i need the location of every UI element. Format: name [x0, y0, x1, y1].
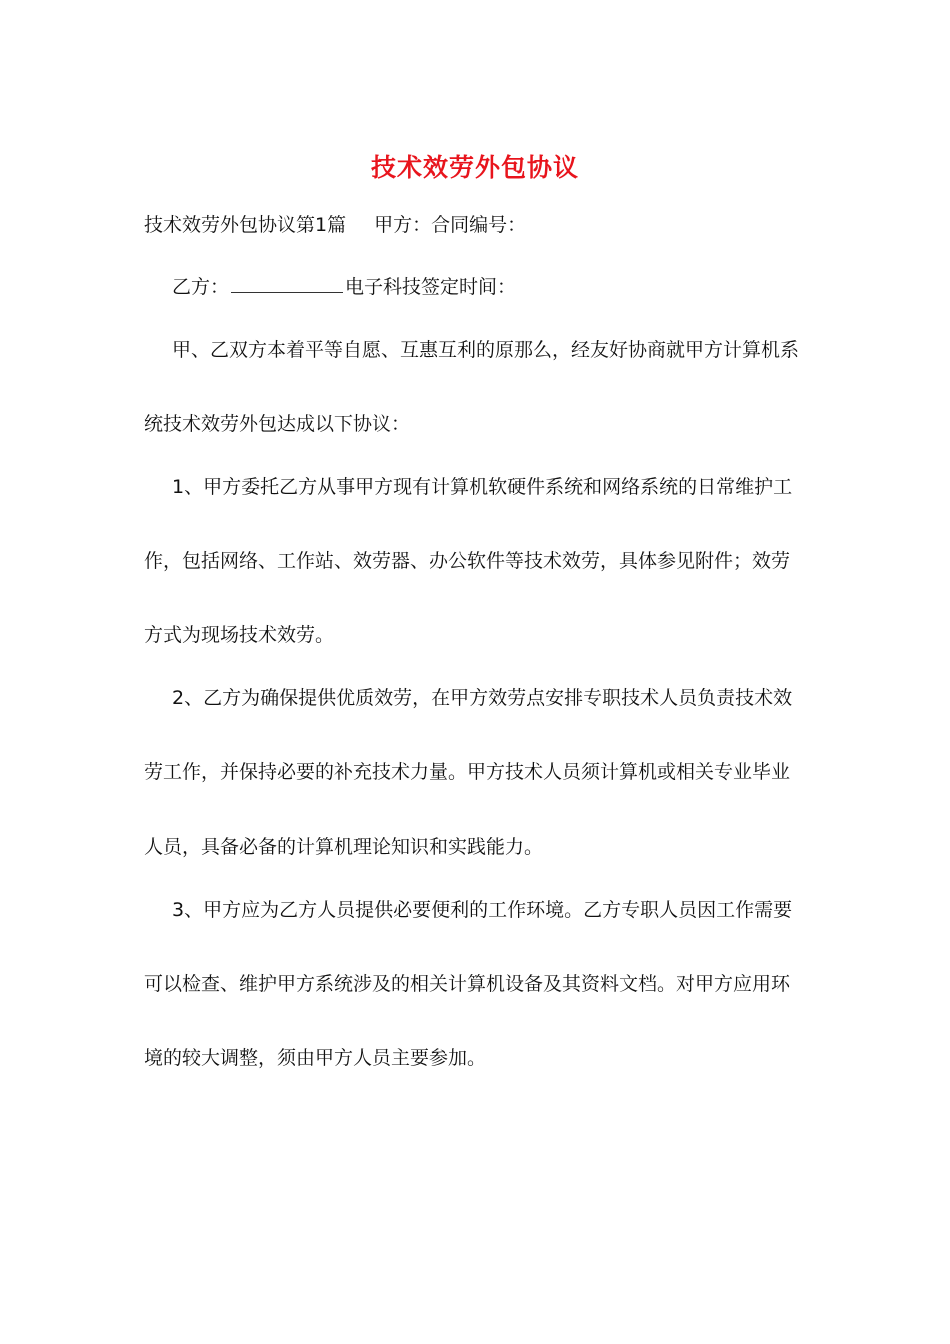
clause-2-line-3: 人员，具备必备的计算机理论知识和实践能力。	[144, 836, 544, 858]
party-b-line	[172, 273, 516, 301]
clause-1-line-1: 1、甲方委托乙方从事甲方现有计算机软硬件系统和网络系统的日常维护工	[172, 476, 793, 498]
clause-3-line-3: 境的较大调整，须由甲方人员主要参加。	[144, 1047, 487, 1069]
party-b-label: 乙方：	[172, 276, 230, 298]
clause-1-line-2: 作，包括网络、工作站、效劳器、办公软件等技术效劳，具体参见附件；效劳	[144, 550, 791, 572]
intro-line-1: 甲、乙双方本着平等自愿、互惠互利的原那么，经友好协商就甲方计算机系	[172, 339, 800, 361]
party-b-blank	[231, 274, 343, 293]
intro-line-2: 统技术效劳外包达成以下协议：	[144, 413, 411, 435]
document-title: 技术效劳外包协议	[370, 153, 579, 182]
party-b-suffix: 电子科技签定时间：	[345, 276, 517, 298]
document-subtitle: 技术效劳外包协议第1篇	[144, 214, 347, 236]
party-a-contract-no: 甲方：合同编号：	[374, 214, 527, 236]
clause-2-line-2: 劳工作，并保持必要的补充技术力量。甲方技术人员须计算机或相关专业毕业	[144, 761, 791, 783]
header-line	[144, 211, 526, 239]
clause-3-line-2: 可以检查、维护甲方系统涉及的相关计算机设备及其资料文档。对甲方应用环	[144, 973, 791, 995]
clause-2-line-1: 2、乙方为确保提供优质效劳，在甲方效劳点安排专职技术人员负责技术效	[172, 687, 793, 709]
clause-3-line-1: 3、甲方应为乙方人员提供必要便利的工作环境。乙方专职人员因工作需要	[172, 899, 793, 921]
clause-1-line-3: 方式为现场技术效劳。	[144, 624, 335, 646]
